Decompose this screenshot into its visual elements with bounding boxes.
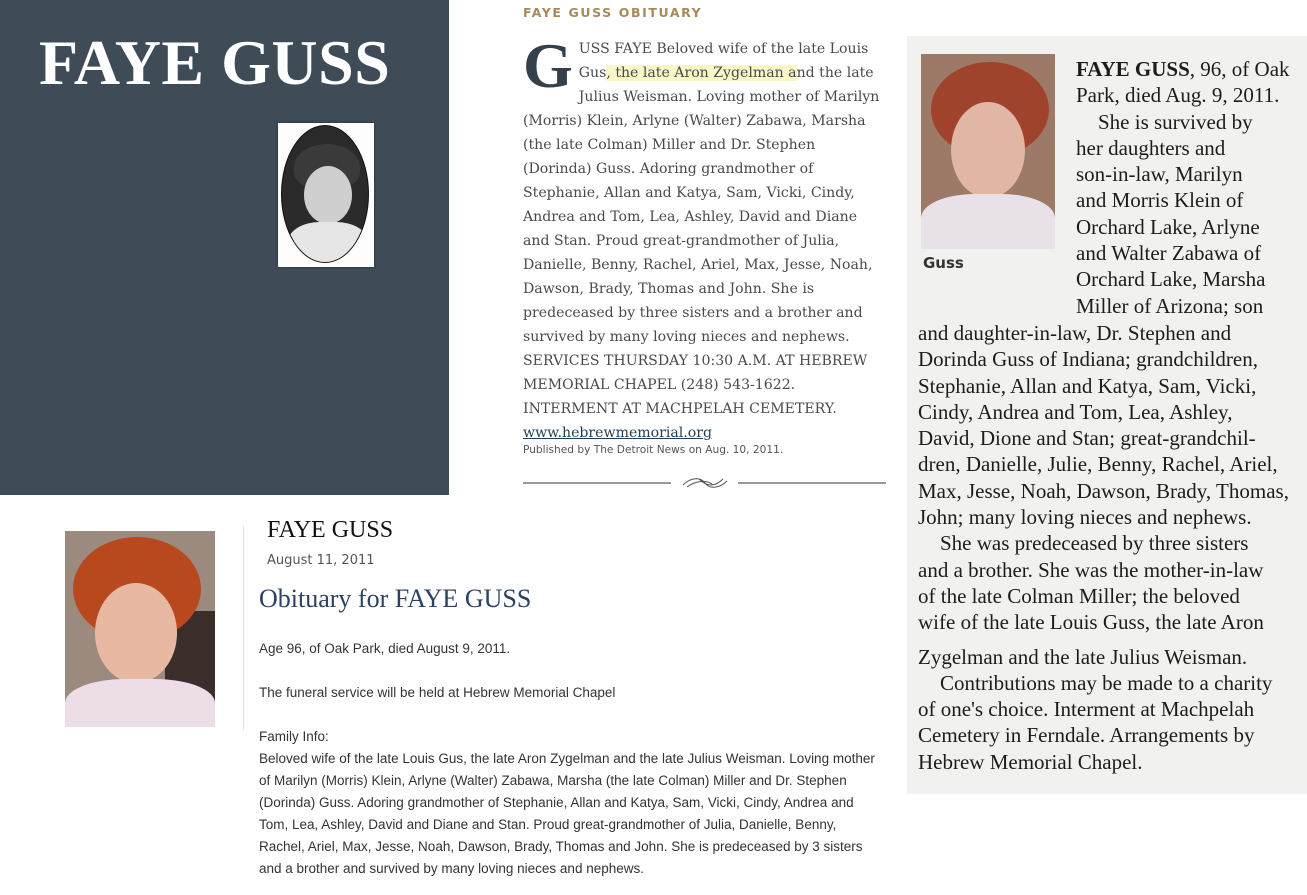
clipping-text-bottom (918, 320, 1306, 775)
obituary-eyebrow: FAYE GUSS OBITUARY (523, 5, 703, 20)
clipping-line: wife of the late Louis Guss, the late Aron (918, 610, 1264, 635)
funeral-home-link[interactable]: www.hebrewmemorial.org (523, 425, 713, 441)
clipping-line: Miller of Arizona; son (1076, 293, 1264, 318)
web-name: FAYE GUSS (267, 517, 394, 543)
published-note: Published by The Detroit News on Aug. 10, 2011. (523, 444, 784, 456)
web-obituary-heading: Obituary for FAYE GUSS (259, 584, 532, 613)
clipping-line: son-in-law, Marilyn (1076, 162, 1243, 187)
clipping-line: Park, died Aug. 9, 2011. (1076, 83, 1280, 108)
clipping-line: of one's choice. Interment at Machpelah (918, 697, 1255, 722)
clipping-line: and daughter-in-law, Dr. Stephen and (918, 321, 1232, 345)
newspaper-clipping (907, 36, 1307, 794)
portrait-photo (281, 125, 369, 263)
clipping-photo-caption: Guss (923, 254, 964, 272)
clipping-line: Hebrew Memorial Chapel. (918, 749, 1143, 774)
clipping-line: Orchard Lake, Marsha (1076, 267, 1266, 292)
clipping-line: Max, Jesse, Noah, Dawson, Brady, Thomas, (918, 478, 1289, 503)
clipping-line: John; many loving nieces and nephews. (918, 505, 1252, 530)
clipping-line: dren, Danielle, Julie, Benny, Rachel, Ariel, (918, 452, 1278, 477)
clipping-line: She is survived by (1098, 109, 1253, 134)
clipping-line: David, Dione and Stan; great-grandchil- (918, 426, 1256, 451)
clipping-photo (921, 54, 1055, 249)
clipping-line: Zygelman and the late Julius Weisman. (918, 644, 1248, 669)
clipping-line: and a brother. She was the mother-in-law (918, 557, 1264, 582)
clipping-line: Cemetery in Ferndale. Arrangements by (918, 723, 1255, 748)
web-age-line: Age 96, of Oak Park, died August 9, 2011. (259, 641, 511, 656)
clipping-name: FAYE GUSS (1076, 57, 1190, 81)
clipping-line: Dorinda Guss of Indiana; grandchildren, (918, 347, 1258, 372)
obituary-body (523, 30, 888, 445)
obituary-text-rest: nd the late Julius Weisman. Loving mother of Marilyn (Morris) Klein, Arlyne (Walter) Zabawa, Marsha (the late Colman) Miller and Dr. Stephen (Dorinda) Guss. Adoring grandmother of Stephanie, Allan and Katya, Sam, Vicki, Cindy, Andrea and Tom, Lea, Ashley, David and Diane and Stan. Proud great-grandmother of Julia, Danielle, Benny, Rachel, Ariel, Max, Jesse, Noah, Dawson, Brady, Thomas and John. She is predeceased by three sisters and a brother and survived by many loving nieces and nephews. SERVICES THURSDAY 10:30 A.M. AT HEBREW MEMORIAL CHAPEL (248) 543-1622. INTERMENT AT MACHPELAH CEMETERY. (523, 65, 880, 417)
clipping-line: FAYE GUSS, 96, of Oak (1076, 57, 1290, 81)
clipping-line: Cindy, Andrea and Tom, Lea, Ashley, (918, 399, 1233, 424)
obituary-text-highlight: , the late Aron Zygelman a (606, 65, 797, 81)
portrait-photo-frame (278, 123, 374, 267)
ornament-divider (523, 473, 886, 493)
web-family-text: Beloved wife of the late Louis Gus, the late Aron Zygelman and the late Julius Weisman. Loving mother of Marilyn (Morris) Klein, Arlyne (Walter) Zabawa, Marsha (the late Colman) Miller and Dr. Stephen (Dorinda) Guss. Adoring grandmother of Stephanie, Allan and Katya, Sam, Vicki, Cindy, Andrea and Tom, Lea, Ashley, David and Diane and Stan. Proud great-grandmother of Julia, Danielle, Benny, Rachel, Ariel, Max, Jesse, Noah, Dawson, Brady, Thomas and John. She is predeceased by 3 sisters and a brother and survived by many loving nieces and nephews. (259, 751, 875, 876)
web-divider (243, 526, 244, 730)
web-portrait-photo (65, 531, 215, 727)
clipping-line: her daughters and (1076, 135, 1226, 160)
web-family-label: Family Info: (259, 729, 329, 744)
web-date: August 11, 2011 (267, 553, 375, 568)
clipping-line: and Walter Zabawa of (1076, 241, 1262, 266)
clipping-line: Orchard Lake, Arlyne (1076, 214, 1260, 239)
obituary-text-start: USS FAYE Beloved wife of the late Louis Gus (578, 41, 869, 81)
clipping-text-top (1076, 56, 1304, 319)
clipping-line: Contributions may be made to a charity (940, 670, 1273, 695)
clipping-line: She was predeceased by three sisters (940, 531, 1249, 556)
clipping-line: Stephanie, Allan and Katya, Sam, Vicki, (918, 373, 1257, 398)
clipping-line: and Morris Klein of (1076, 188, 1244, 213)
web-service-line: The funeral service will be held at Hebrew Memorial Chapel (259, 685, 616, 700)
clipping-line: of the late Colman Miller; the beloved (918, 583, 1240, 608)
name-panel (0, 0, 449, 495)
panel-name-title: FAYE GUSS (39, 27, 391, 98)
obituary-drop-cap: G (523, 30, 573, 101)
